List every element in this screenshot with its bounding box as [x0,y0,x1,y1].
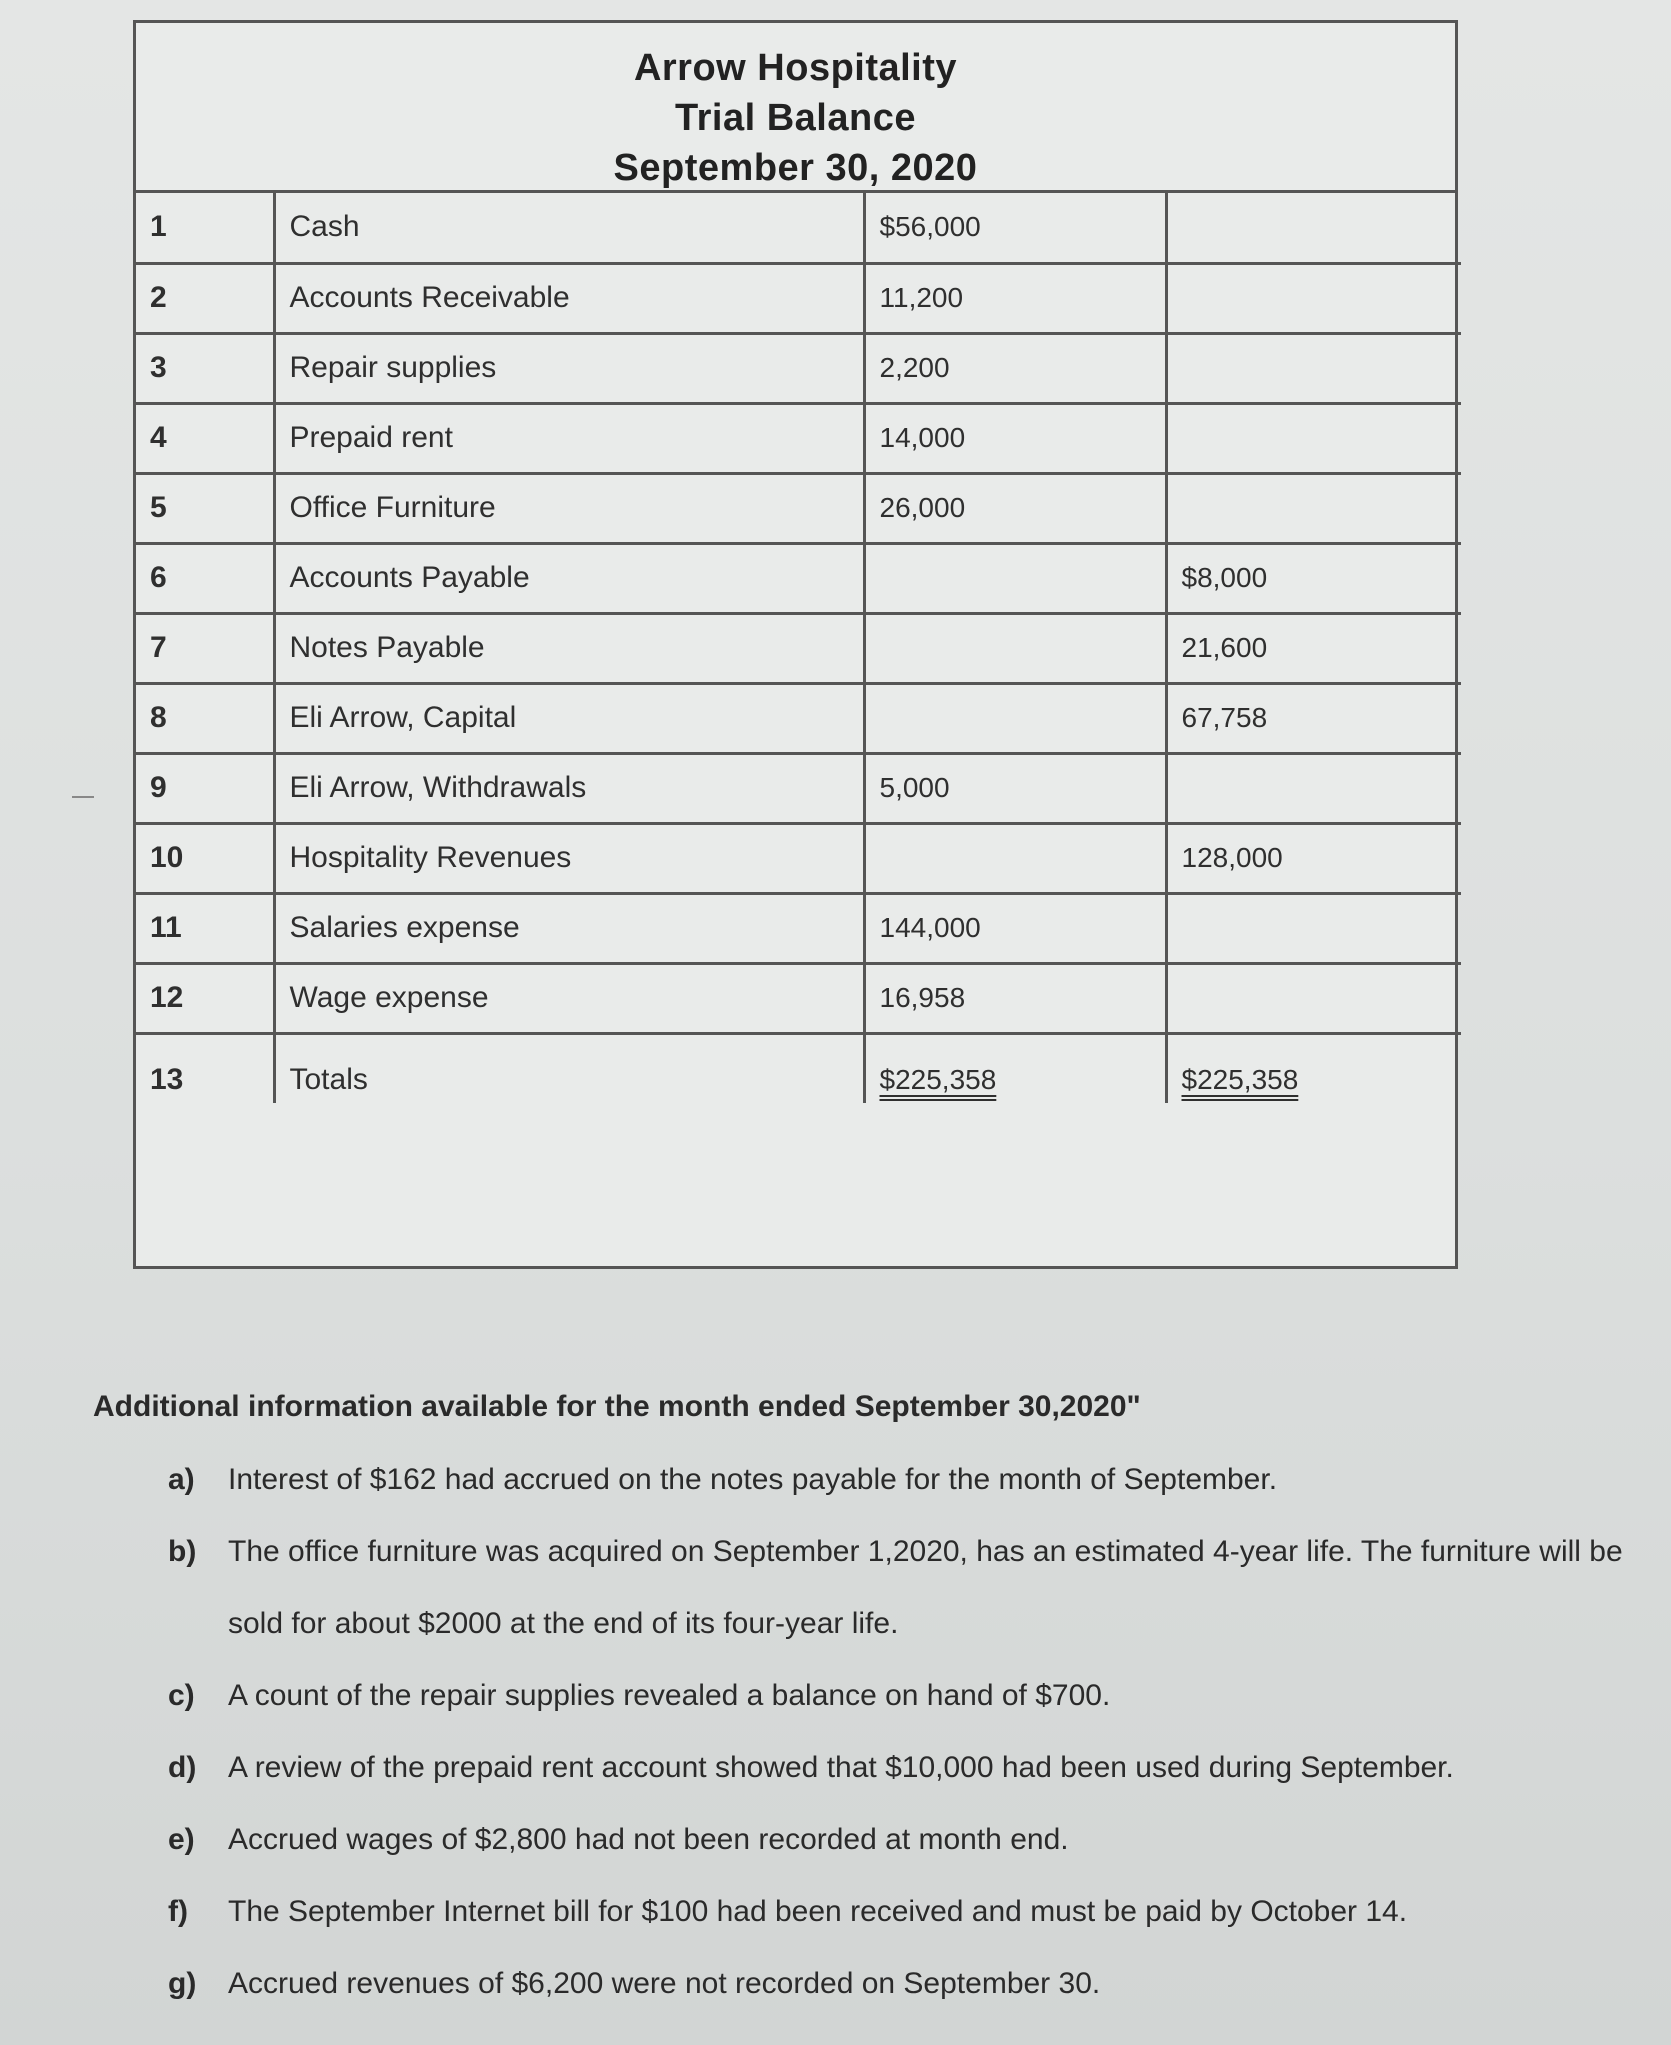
account-name: Accounts Payable [274,543,864,613]
table-row [136,613,1461,683]
debit-total [864,1033,1166,1103]
trial-balance-header [136,23,1455,193]
row-number: 2 [136,263,274,333]
row-number: 13 [136,1033,274,1103]
debit-amount: 2,200 [864,333,1166,403]
ledger-table [136,193,1461,1103]
credit-amount [1166,333,1461,403]
row-number: 1 [136,193,274,263]
credit-amount: 67,758 [1166,683,1461,753]
account-name: Hospitality Revenues [274,823,864,893]
debit-amount: 11,200 [864,263,1166,333]
totals-row [136,1033,1461,1103]
credit-amount [1166,263,1461,333]
adjustment-list [93,1444,1653,2020]
company-name: Arrow Hospitality [633,47,958,89]
credit-total [1166,1033,1461,1103]
row-number: 3 [136,333,274,403]
item-text: A count of the repair supplies revealed a balance on hand of $700. [228,1679,1111,1712]
report-title: Trial Balance [675,97,916,139]
item-label: a) [168,1463,195,1496]
debit-amount: 26,000 [864,473,1166,543]
account-name: Eli Arrow, Withdrawals [274,753,864,823]
debit-amount: 16,958 [864,963,1166,1033]
item-text: Accrued wages of $2,800 had not been recorded at month end. [228,1823,1069,1856]
account-name: Repair supplies [274,333,864,403]
list-item [168,1660,1653,1732]
table-row [136,543,1461,613]
row-number: 10 [136,823,274,893]
report-date: September 30, 2020 [613,147,978,189]
table-row [136,683,1461,753]
debit-amount: $56,000 [864,193,1166,263]
debit-amount [864,823,1166,893]
account-name: Salaries expense [274,893,864,963]
item-label: e) [168,1823,195,1856]
table-row [136,403,1461,473]
debit-amount: 14,000 [864,403,1166,473]
totals-label: Totals [274,1033,864,1103]
credit-amount [1166,193,1461,263]
table-row [136,473,1461,543]
item-text: Interest of $162 had accrued on the notes payable for the month of September. [228,1463,1278,1496]
list-item [168,1804,1653,1876]
list-item [168,1732,1653,1804]
credit-amount: 21,600 [1166,613,1461,683]
item-label: d) [168,1751,197,1784]
row-number: 12 [136,963,274,1033]
credit-amount: $8,000 [1166,543,1461,613]
table-row [136,263,1461,333]
item-label: f) [168,1895,188,1928]
debit-amount: 5,000 [864,753,1166,823]
credit-amount [1166,963,1461,1033]
row-number: 5 [136,473,274,543]
row-number: 8 [136,683,274,753]
table-row [136,753,1461,823]
row-number: 9 [136,753,274,823]
row-number: 4 [136,403,274,473]
list-item [168,1444,1653,1516]
account-name: Notes Payable [274,613,864,683]
table-row [136,333,1461,403]
row-number: 6 [136,543,274,613]
credit-amount [1166,403,1461,473]
item-text: A review of the prepaid rent account showed that $10,000 had been used during September. [228,1751,1454,1784]
debit-amount [864,683,1166,753]
account-name: Cash [274,193,864,263]
credit-amount [1166,753,1461,823]
list-item [168,1516,1653,1660]
item-label: b) [168,1535,197,1568]
row-number: 11 [136,893,274,963]
account-name: Wage expense [274,963,864,1033]
table-row [136,823,1461,893]
account-name: Accounts Receivable [274,263,864,333]
debit-amount [864,613,1166,683]
table-row [136,893,1461,963]
table-row [136,963,1461,1033]
item-label: c) [168,1679,195,1712]
table-row [136,193,1461,263]
debit-amount: 144,000 [864,893,1166,963]
item-text: The September Internet bill for $100 had been received and must be paid by October 14. [228,1895,1408,1928]
row-number: 7 [136,613,274,683]
margin-mark [72,796,94,808]
credit-amount: 128,000 [1166,823,1461,893]
credit-amount [1166,893,1461,963]
account-name: Prepaid rent [274,403,864,473]
info-title: Additional information available for the month ended September 30,2020" [93,1390,1141,1423]
item-label: g) [168,1967,197,2000]
account-name: Eli Arrow, Capital [274,683,864,753]
account-name: Office Furniture [274,473,864,543]
list-item [168,1876,1653,1948]
debit-amount [864,543,1166,613]
list-item [168,1948,1653,2020]
additional-information [93,1390,1653,2020]
trial-balance-table [133,20,1458,1269]
item-text: Accrued revenues of $6,200 were not recorded on September 30. [228,1967,1101,2000]
credit-total-value: $225,358 [1181,1063,1299,1095]
debit-total-value: $225,358 [879,1063,997,1095]
credit-amount [1166,473,1461,543]
item-text: The office furniture was acquired on September 1,2020, has an estimated 4-year life. The furniture will be sold for about $2000 at the end of its four-year life. [228,1535,1623,1640]
